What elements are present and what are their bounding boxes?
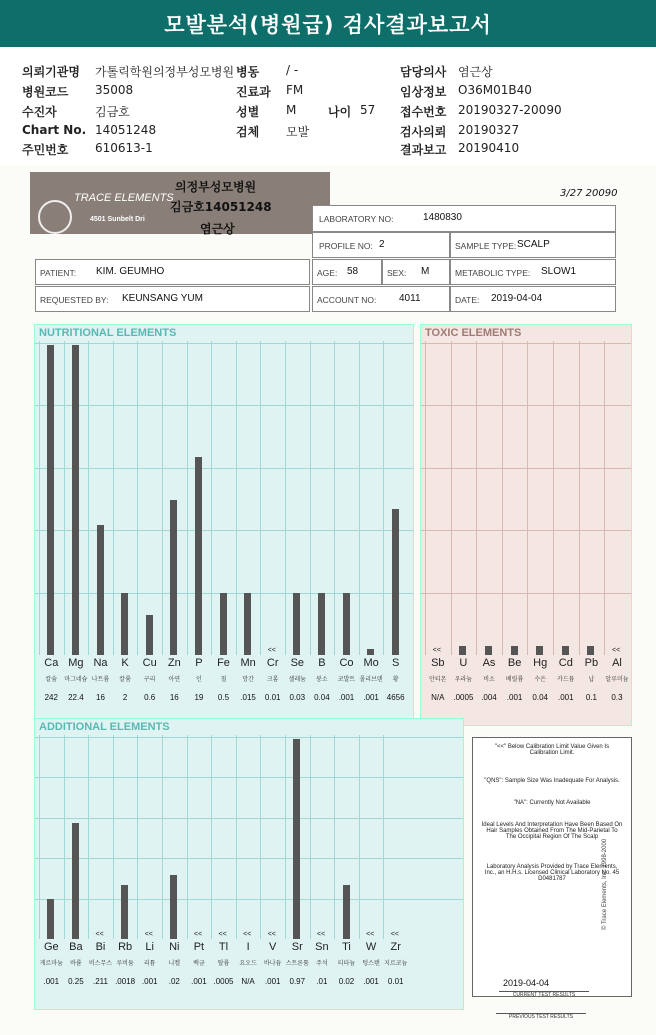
element-korean-name: 주석	[316, 961, 328, 967]
element-korean-name: 셀레늄	[288, 677, 306, 683]
element-korean-name: 칼슘	[45, 677, 58, 683]
element-korean-name: 칼륨	[119, 677, 131, 683]
element-value: .015	[240, 693, 256, 702]
header-key: 검체	[236, 125, 260, 139]
header-value: / -	[286, 63, 299, 77]
element-column	[604, 341, 630, 655]
globe-icon	[38, 200, 72, 234]
level-bar-ge	[47, 899, 54, 939]
element-value: 242	[44, 693, 58, 702]
header-value: M	[286, 103, 297, 117]
header-key: 나이	[328, 105, 352, 119]
element-value: .001	[506, 693, 523, 702]
note-lab-analysis: Laboratory Analysis Provided by Trace Elements, Inc., an H.H.s. Licensed Clinical Laboratory No. 45 D0481787	[484, 864, 620, 882]
element-value: 4656	[386, 693, 405, 702]
element-korean-name: 아연	[168, 677, 181, 683]
element-korean-name: 니켈	[168, 961, 181, 967]
element-symbol: W	[365, 941, 377, 953]
element-korean-name: 바륨	[70, 961, 82, 967]
header-value: FM	[286, 83, 304, 97]
note-na: "NA": Currently Not Available	[513, 800, 591, 806]
lab-address: 4501 Sunbelt Dri	[90, 216, 145, 223]
header-value: 20190327	[458, 123, 520, 137]
element-korean-name: 텅스텐	[362, 961, 380, 967]
toxic-panel	[420, 324, 632, 726]
metabolic-box	[450, 259, 616, 285]
element-symbol: Se	[290, 657, 305, 669]
header-value: 20190410	[458, 141, 520, 155]
element-symbol: Ca	[44, 657, 59, 669]
element-value: .0005	[453, 693, 474, 702]
element-symbol: Al	[612, 657, 622, 669]
element-column	[451, 341, 477, 655]
element-column	[383, 735, 408, 939]
note-qns: "QNS": Sample Size Was Inadequate For Analysis.	[484, 778, 620, 784]
header-value: 35008	[95, 83, 134, 97]
level-bar-co	[343, 593, 350, 655]
element-value: .001	[141, 977, 158, 986]
element-korean-name: 철	[220, 677, 227, 683]
header-key: 주민번호	[22, 143, 69, 157]
header-value: 610613-1	[95, 141, 153, 155]
requested-label: REQUESTED BY:	[40, 295, 109, 305]
level-bar-mg	[72, 345, 79, 655]
element-column	[260, 735, 285, 939]
element-value: 0.04	[532, 693, 548, 702]
level-bar-as	[485, 646, 492, 655]
element-value: .001	[558, 693, 574, 702]
element-value: .001	[191, 977, 207, 986]
element-value: 0.04	[314, 693, 330, 702]
header-key: 담당의사	[400, 65, 447, 79]
element-symbol: Hg	[533, 657, 548, 669]
requested-box	[35, 286, 310, 312]
nutritional-panel	[34, 324, 414, 726]
below-limit-mark: <<	[390, 931, 399, 938]
element-symbol: Co	[339, 657, 354, 669]
element-symbol: Fe	[217, 657, 230, 669]
account-label: ACCOUNT NO:	[317, 295, 377, 305]
lab-no-box	[312, 205, 616, 232]
element-symbol: Na	[93, 657, 108, 669]
element-korean-name: 크롬	[266, 677, 279, 683]
header-value: 모발	[286, 125, 310, 139]
element-value: 0.1	[585, 693, 597, 702]
element-value: 22.4	[68, 693, 84, 702]
current-results-label: CURRENT TEST RESULTS	[499, 991, 589, 998]
header-key: 수진자	[22, 105, 57, 119]
level-bar-rb	[121, 885, 128, 939]
level-bar-mn	[244, 593, 251, 655]
level-bar-ba	[72, 823, 79, 939]
level-bar-cd	[562, 646, 569, 655]
element-symbol: Ge	[43, 941, 59, 953]
element-symbol: Pb	[584, 657, 599, 669]
lab-no-value: 1480830	[423, 212, 462, 223]
element-value: 0.3	[611, 693, 623, 702]
below-limit-mark: <<	[366, 931, 375, 938]
requested-value: KEUNSANG YUM	[122, 293, 203, 304]
element-symbol: Ti	[342, 941, 351, 953]
note-ideal-levels: Ideal Levels And Interpretation Have Been Based On Hair Samples Obtained From The Mid-Parietal To The Occipital Region Of The Scalp	[481, 822, 623, 840]
element-column	[359, 735, 384, 939]
level-bar-ni	[170, 875, 177, 939]
element-value: .001	[338, 693, 355, 702]
hand-hospital: 의정부성모병원	[175, 180, 257, 194]
level-bar-ca	[47, 345, 54, 655]
element-column	[236, 735, 261, 939]
element-symbol: Ba	[69, 941, 83, 953]
element-symbol: U	[459, 657, 468, 669]
metabolic-value: SLOW1	[541, 266, 577, 277]
age-label: AGE:	[317, 268, 338, 278]
patient-header	[0, 47, 656, 165]
element-column	[579, 341, 605, 655]
element-korean-name: 티타늄	[337, 961, 356, 967]
element-value: 0.03	[289, 693, 306, 702]
element-value: 16	[96, 693, 105, 702]
lab-no-label: LABORATORY NO:	[319, 214, 394, 224]
element-symbol: I	[246, 941, 250, 953]
element-korean-name: 베릴륨	[505, 677, 524, 683]
element-column	[137, 735, 162, 939]
element-column	[137, 341, 162, 655]
patient-box	[35, 259, 310, 285]
level-bar-cu	[146, 615, 153, 655]
element-column	[359, 341, 384, 655]
element-korean-name: 루비듐	[116, 961, 134, 967]
header-value: 염근상	[458, 65, 493, 79]
profile-label: PROFILE NO:	[319, 241, 373, 251]
header-key: 검사의뢰	[400, 125, 447, 139]
date-box	[450, 286, 616, 312]
element-korean-name: 비소	[483, 677, 495, 683]
below-limit-mark: <<	[193, 931, 203, 938]
element-korean-name: 수은	[534, 677, 546, 683]
additional-panel	[34, 718, 464, 1010]
below-limit-mark: <<	[432, 647, 441, 654]
element-column	[425, 341, 451, 655]
sex-label: SEX:	[387, 268, 407, 278]
header-key: 의뢰기관명	[22, 65, 80, 79]
element-korean-name: 카드뮴	[557, 677, 575, 683]
element-column	[476, 341, 502, 655]
header-key: 결과보고	[400, 143, 447, 157]
element-symbol: Rb	[118, 941, 133, 953]
below-limit-mark: <<	[267, 931, 276, 938]
lab-name: TRACE ELEMENTS	[74, 192, 174, 204]
element-value: .01	[316, 977, 328, 986]
level-bar-fe	[220, 593, 227, 655]
header-key: 성별	[236, 105, 260, 119]
header-key: 병동	[236, 65, 260, 79]
element-korean-name: 요오드	[239, 961, 257, 967]
element-korean-name: 황	[392, 677, 399, 683]
element-korean-name: 게르마늄	[39, 961, 63, 967]
below-limit-mark: <<	[218, 931, 227, 938]
element-value: .001	[363, 977, 379, 986]
element-symbol: Pt	[193, 941, 205, 953]
element-column	[211, 735, 236, 939]
sex-box	[382, 259, 450, 285]
element-symbol: Cr	[266, 657, 279, 669]
date-value: 2019-04-04	[491, 293, 543, 304]
header-key: 병원코드	[22, 85, 69, 99]
below-limit-mark: <<	[95, 931, 104, 938]
element-symbol: V	[269, 941, 277, 953]
sex-value: M	[421, 266, 430, 277]
level-bar-mo	[367, 649, 374, 655]
element-symbol: Be	[507, 657, 522, 669]
below-limit-mark: <<	[243, 931, 252, 938]
level-bar-pb	[587, 646, 594, 655]
element-korean-name: 구리	[143, 677, 156, 683]
profile-box	[312, 232, 450, 258]
level-bar-se	[293, 593, 300, 655]
sample-box	[450, 232, 616, 258]
additional-title: ADDITIONAL ELEMENTS	[39, 721, 170, 733]
element-korean-name: 몰리브덴	[359, 677, 383, 683]
element-symbol: Ni	[169, 941, 180, 953]
patient-label: PATIENT:	[40, 268, 77, 278]
element-value: 0.6	[144, 693, 156, 702]
level-bar-sr	[293, 739, 300, 939]
element-value: .211	[92, 977, 108, 986]
account-value: 4011	[399, 293, 421, 304]
header-value: 57	[360, 103, 376, 117]
patient-value: KIM. GEUMHO	[96, 266, 165, 277]
element-symbol: P	[195, 657, 203, 669]
hand-patient: 김금호14051248	[170, 200, 272, 214]
header-value: O36M01B40	[458, 83, 532, 97]
nutritional-title: NUTRITIONAL ELEMENTS	[39, 327, 177, 339]
level-bar-zn	[170, 500, 177, 655]
element-column	[88, 735, 113, 939]
element-value: 2	[122, 693, 128, 702]
report-title: 모발분석(병원급) 검사결과보고서	[0, 0, 656, 47]
element-symbol: Sb	[431, 657, 445, 669]
age-value: 58	[347, 266, 359, 277]
element-symbol: Mg	[68, 657, 84, 669]
element-korean-name: 알루미늄	[605, 677, 629, 683]
element-symbol: Tl	[218, 941, 229, 953]
level-bar-u	[459, 646, 466, 655]
level-bar-ti	[343, 885, 350, 939]
element-column	[187, 735, 212, 939]
element-korean-name: 코발트	[337, 677, 356, 683]
element-korean-name: 납	[588, 677, 595, 683]
header-value: 김금호	[95, 105, 130, 119]
header-key: Chart No.	[22, 123, 87, 137]
element-column	[310, 735, 335, 939]
note-calibration: "<<" Below Calibration Limit Value Given Is Calibration Limit.	[494, 744, 610, 756]
header-key: 임상정보	[400, 85, 447, 99]
element-value: 19	[194, 693, 204, 702]
level-bar-p	[195, 457, 202, 655]
level-bar-s	[392, 509, 399, 655]
element-symbol: Li	[145, 941, 154, 953]
element-value: 0.01	[387, 977, 404, 986]
element-value: N/A	[431, 693, 445, 702]
below-limit-mark: <<	[612, 647, 621, 654]
level-bar-hg	[536, 646, 543, 655]
sample-label: SAMPLE TYPE:	[455, 241, 517, 251]
header-key: 진료과	[236, 85, 271, 99]
element-value: 0.25	[68, 977, 84, 986]
element-korean-name: 마그네슘	[64, 677, 88, 683]
level-bar-na	[97, 525, 104, 655]
header-value: 14051248	[95, 123, 157, 137]
hand-date: 3/27 20090	[560, 188, 618, 199]
level-bar-k	[121, 593, 128, 655]
level-bar-be	[511, 646, 518, 655]
element-symbol: Sn	[315, 941, 329, 953]
element-korean-name: 우라늄	[454, 677, 473, 683]
element-symbol: K	[121, 657, 129, 669]
element-korean-name: 스트론튬	[285, 961, 309, 967]
element-korean-name: 안티몬	[429, 677, 447, 683]
element-column	[260, 341, 285, 655]
element-value: .0018	[115, 977, 136, 986]
notes-box	[472, 737, 632, 997]
element-value: .001	[264, 977, 281, 986]
level-bar-b	[318, 593, 325, 655]
copyright: © Trace Elements, Inc. 1998-2000	[602, 838, 608, 930]
element-value: .001	[43, 977, 60, 986]
element-value: .001	[363, 693, 379, 702]
element-symbol: Zr	[390, 941, 401, 953]
sample-value: SCALP	[517, 239, 550, 250]
element-korean-name: 붕소	[316, 677, 328, 683]
element-symbol: As	[482, 657, 496, 669]
element-symbol: Bi	[95, 941, 106, 953]
date-label: DATE:	[455, 295, 480, 305]
element-symbol: Zn	[167, 657, 181, 669]
element-korean-name: 지르코늄	[384, 961, 408, 967]
element-symbol: B	[318, 657, 326, 669]
header-value: 가톨릭학원의정부성모병원	[95, 65, 235, 79]
header-value: 20190327-20090	[458, 103, 562, 117]
element-symbol: Mo	[363, 657, 379, 669]
element-symbol: Mn	[240, 657, 256, 669]
element-korean-name: 탈륨	[217, 961, 230, 967]
profile-value: 2	[379, 239, 385, 250]
element-symbol: Cu	[142, 657, 157, 669]
element-column	[553, 341, 579, 655]
element-value: 16	[169, 693, 179, 702]
element-korean-name: 망간	[242, 677, 254, 683]
element-korean-name: 바나듐	[263, 961, 282, 967]
element-korean-name: 비스무스	[88, 961, 113, 967]
element-value: .004	[481, 693, 497, 702]
element-value: 0.97	[289, 977, 306, 986]
element-column	[527, 341, 553, 655]
current-date: 2019-04-04	[503, 978, 550, 988]
below-limit-mark: <<	[316, 931, 326, 938]
toxic-title: TOXIC ELEMENTS	[425, 327, 522, 339]
element-symbol: S	[392, 657, 400, 669]
element-korean-name: 나트륨	[91, 677, 110, 683]
element-symbol: Cd	[558, 657, 573, 669]
age-box	[312, 259, 382, 285]
element-korean-name: 리튬	[143, 961, 156, 967]
metabolic-label: METABOLIC TYPE:	[455, 268, 531, 278]
element-value: 0.01	[264, 693, 281, 702]
below-limit-mark: <<	[267, 647, 276, 654]
header-key: 접수번호	[400, 105, 447, 119]
element-value: 0.02	[338, 977, 355, 986]
element-korean-name: 백금	[193, 961, 205, 967]
account-box	[312, 286, 450, 312]
hand-doctor: 염근상	[200, 222, 235, 236]
element-value: .0005	[213, 977, 234, 986]
element-symbol: Sr	[291, 941, 303, 953]
element-korean-name: 인	[195, 677, 202, 683]
previous-results-label: PREVIOUS TEST RESULTS	[496, 1013, 586, 1020]
element-column	[502, 341, 528, 655]
element-value: N/A	[241, 977, 255, 986]
below-limit-mark: <<	[144, 931, 153, 938]
element-value: .02	[168, 977, 180, 986]
element-value: 0.5	[217, 693, 230, 702]
